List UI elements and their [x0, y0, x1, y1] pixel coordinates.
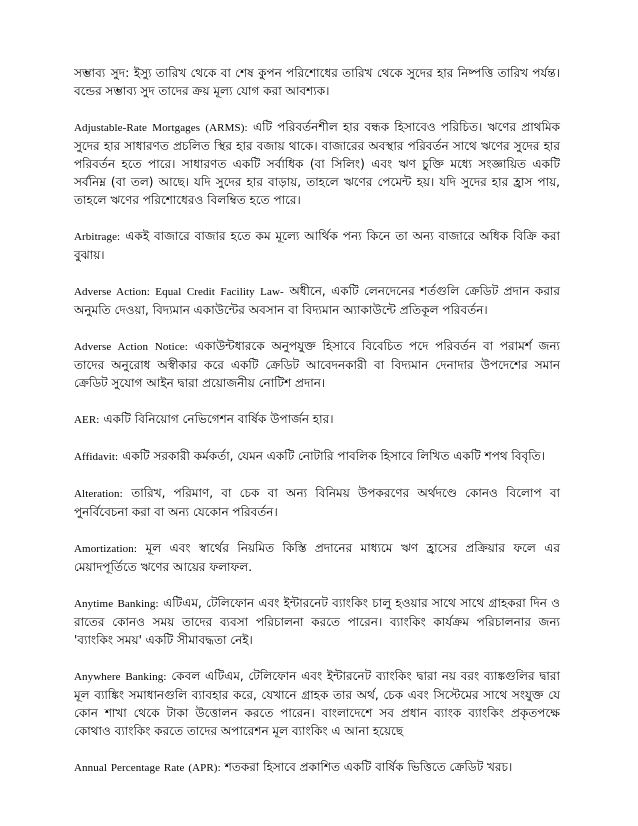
glossary-entry-amortization [74, 539, 560, 576]
glossary-entry-anywhere-banking [74, 667, 560, 740]
glossary-term: Arbitrage: [74, 231, 121, 243]
glossary-entry-accrued-interest [74, 64, 560, 100]
glossary-definition: একই বাজারে বাজার হতে কম মূল্যে আর্থিক পন্য কিনে তা অন্য বাজারে অধিক বিক্রি করা বুঝায়। [74, 229, 561, 262]
glossary-definition: এটিএম, টেলিফোন এবং ইন্টারনেট ব্যাংকিং চালু হওয়ার সাথে সাথে গ্রাহকরা দিন ও রাতের কোনও সময় তাদের ব্যবসা পরিচালনা করতে পারেন। ব্যাংকিং কার্যক্রম পরিচালনার জন্য 'ব্যাংকিং সময়' একটি সীমাবদ্ধতা নেই। [74, 596, 561, 647]
document-page [74, 64, 560, 795]
glossary-term: Anytime Banking: [74, 598, 159, 610]
glossary-entry-annual-percentage-rate [74, 758, 560, 777]
glossary-definition: এটি পরিবর্তনশীল হার বন্ধক হিসাবেও পরিচিত। ঋণের প্রাথমিক সুদের হার সাধারণত প্রচলিত স্থির হার বজায় থাকে। বাজারের অবস্থার পরিবর্তন সাথে ঋণের সুদের হার পরিবর্তন হতে পারে। সাধারণত একটি সর্বাধিক (বা সিলিং) এবং ঋণ চুক্তি মধ্যে সংজ্ঞায়িত একটি সর্বনিম্ন (বা তল) আছে। যদি সুদের হার বাড়ায়, তাহলে ঋণের পেমেন্ট হয়। যদি সুদের হার হ্রাস পায়, তাহলে ঋণের পরিশোধেরও বিলম্বিত হতে পারে। [74, 120, 560, 207]
glossary-entry-aer [74, 410, 560, 429]
glossary-entry-affidavit [74, 447, 560, 466]
glossary-entry-arbitrage [74, 227, 560, 264]
glossary-definition: শতকরা হিসাবে প্রকাশিত একটি বার্ষিক ভিত্তিতে ক্রেডিট খরচ। [224, 760, 513, 774]
glossary-definition: অধীনে, একটি লেনদেনের শর্তগুলি ক্রেডিট প্রদান করার অনুমতি দেওয়া, বিদ্যমান একাউন্টের অবসান বা বিদ্যমান অ্যাকাউন্টে প্রতিকূল পরিবর্তন। [74, 284, 560, 317]
glossary-definition: একটি বিনিয়োগ নেভিগেশন বার্ষিক উপার্জন হার। [103, 412, 334, 426]
glossary-entry-adverse-action-notice [74, 337, 560, 392]
glossary-entry-anytime-banking [74, 594, 560, 649]
glossary-definition: একটি সরকারী কর্মকর্তা, যেমন একটি নোটারি পাবলিক হিসাবে লিখিত একটি শপথ বিবৃতি। [122, 449, 545, 463]
glossary-term: Adverse Action: Equal Credit Facility Law- [74, 286, 284, 298]
glossary-definition: তারিখ, পরিমাণ, বা চেক বা অন্য বিনিময় উপকরণের অর্থদণ্ডে কোনও বিলোপ বা পুনর্বিবেচনা করা বা অন্য যেকোন পরিবর্তন। [74, 486, 560, 519]
glossary-definition: কেবল এটিএম, টেলিফোন এবং ইন্টারনেট ব্যাংকিং দ্বারা নয় বরং ব্যাঙ্কগুলির দ্বারা মূল ব্যাঙ্কিং সমাধানগুলি ব্যাবহার করে, যেখানে গ্রাহক তার অর্থ, চেক এবং সিস্টেমের সাথে সংযুক্ত যে কোন শাখা থেকে টাকা উত্তোলন করতে পারেন। বাংলাদেশে সব প্রধান ব্যাংক ব্যাংকিং প্রকৃতপক্ষে কোথাও ব্যাংকিং করতে তাদের অপারেশন মূল ব্যাংকিং এ আনা হয়েছে [74, 669, 560, 738]
glossary-term: Adverse Action Notice: [74, 341, 188, 353]
glossary-term: Affidavit: [74, 451, 119, 463]
glossary-definition: মূল এবং স্বার্থের নিয়মিত কিস্তি প্রদানের মাধ্যমে ঋণ হ্রাসের প্রক্রিয়ার ফলে এর মেয়াদপূর্তিতে ঋণের আয়ের ফলাফল. [74, 541, 560, 574]
glossary-term: Alteration: [74, 488, 123, 500]
glossary-term: AER: [74, 414, 100, 426]
glossary-entry-adverse-action [74, 282, 560, 319]
glossary-term: Anywhere Banking: [74, 671, 167, 683]
glossary-term: Annual Percentage Rate (APR): [74, 762, 221, 774]
glossary-term: Amortization: [74, 543, 138, 555]
glossary-definition: একাউন্টধারকে অনুপযুক্ত হিসাবে বিবেচিত পদে পরিবর্তন বা পরামর্শ জন্য তাদের অনুরোধ অস্বীকার করে একটি ক্রেডিট আবেদনকারী বা বিদ্যমান দেনাদার উপদেশের সমান ক্রেডিট সুযোগ আইন দ্বারা প্রয়োজনীয় নোটিশ প্রদান। [74, 339, 561, 390]
glossary-entry-adjustable-rate-mortgages [74, 118, 560, 209]
glossary-term: সম্ভাব্য সুদ: [74, 66, 130, 80]
glossary-term: Adjustable-Rate Mortgages (ARMS): [74, 122, 248, 134]
glossary-definition: ইস্যু তারিখ থেকে বা শেষ কুপন পরিশোধের তারিখ থেকে সুদের হার নিষ্পত্তি তারিখ পর্যন্ত। বন্ডের সম্ভাব্য সুদ তাদের ক্রয় মূল্য যোগ করা আবশ্যক। [74, 66, 560, 98]
glossary-entry-alteration [74, 484, 560, 521]
